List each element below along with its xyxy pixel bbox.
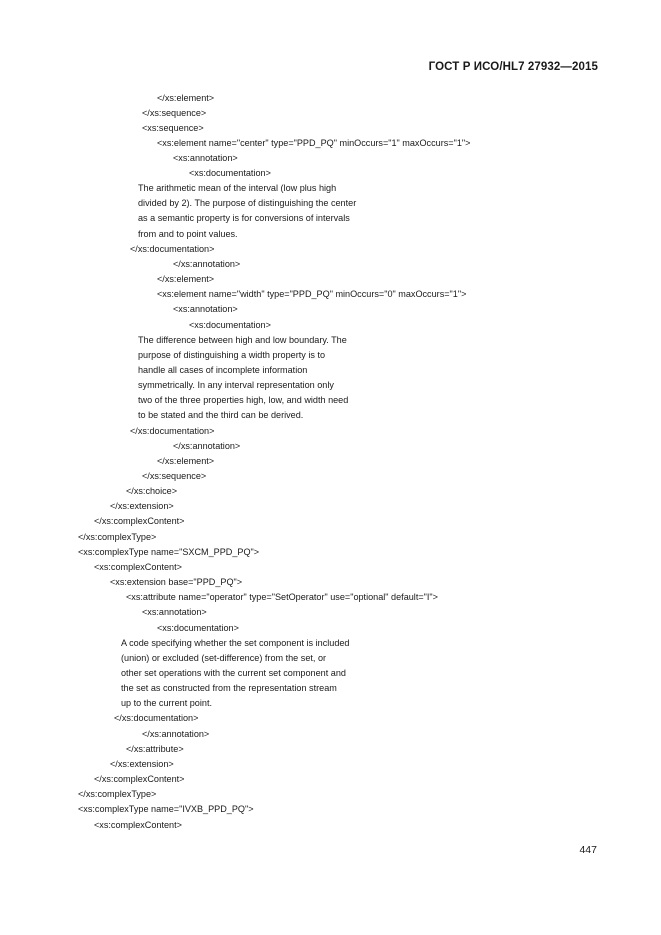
code-line: from and to point values. — [138, 229, 238, 239]
code-line: the set as constructed from the representation stream — [121, 683, 337, 693]
code-line: </xs:complexType> — [78, 789, 157, 799]
code-line: <xs:documentation> — [189, 168, 271, 178]
code-line: symmetrically. In any interval representation only — [138, 380, 334, 390]
code-line: to be stated and the third can be derived. — [138, 410, 304, 420]
code-line: <xs:complexContent> — [94, 820, 182, 830]
code-line: The difference between high and low boundary. The — [138, 335, 347, 345]
code-line: divided by 2). The purpose of distinguishing the center — [138, 198, 357, 208]
code-line: </xs:extension> — [110, 759, 174, 769]
code-line: </xs:sequence> — [142, 471, 207, 481]
code-line: <xs:sequence> — [142, 123, 204, 133]
code-line: </xs:element> — [157, 274, 215, 284]
code-line: <xs:complexType name="IVXB_PPD_PQ"> — [78, 804, 254, 814]
code-line: <xs:annotation> — [173, 304, 238, 314]
code-line: </xs:annotation> — [173, 441, 241, 451]
code-line: <xs:element name="width" type="PPD_PQ" minOccurs="0" maxOccurs="1"> — [157, 289, 467, 299]
code-line: </xs:documentation> — [130, 426, 215, 436]
code-line: </xs:documentation> — [130, 244, 215, 254]
code-line: </xs:complexType> — [78, 532, 157, 542]
code-line: </xs:choice> — [126, 486, 178, 496]
page-number: 447 — [579, 844, 597, 856]
code-line: The arithmetic mean of the interval (low plus high — [138, 183, 337, 193]
document-header: ГОСТ Р ИСО/HL7 27932—2015 — [428, 61, 598, 73]
code-line: <xs:element name="center" type="PPD_PQ" minOccurs="1" maxOccurs="1"> — [157, 138, 471, 148]
code-line: </xs:sequence> — [142, 108, 207, 118]
code-line: <xs:attribute name="operator" type="SetOperator" use="optional" default="I"> — [126, 592, 438, 602]
code-line: <xs:extension base="PPD_PQ"> — [110, 577, 243, 587]
code-line: </xs:complexContent> — [94, 516, 185, 526]
code-line: </xs:documentation> — [114, 713, 199, 723]
code-line: <xs:documentation> — [189, 320, 271, 330]
code-line: </xs:annotation> — [142, 729, 210, 739]
code-line: <xs:annotation> — [173, 153, 238, 163]
code-line: </xs:extension> — [110, 501, 174, 511]
code-line: <xs:complexContent> — [94, 562, 182, 572]
code-line: </xs:element> — [157, 93, 215, 103]
code-line: <xs:documentation> — [157, 623, 239, 633]
code-line: purpose of distinguishing a width property is to — [138, 350, 326, 360]
code-line: </xs:complexContent> — [94, 774, 185, 784]
code-line: <xs:annotation> — [142, 607, 207, 617]
code-line: handle all cases of incomplete information — [138, 365, 308, 375]
code-line: </xs:annotation> — [173, 259, 241, 269]
code-line: up to the current point. — [121, 698, 212, 708]
code-line: as a semantic property is for conversions of intervals — [138, 213, 350, 223]
code-line: A code specifying whether the set component is included — [121, 638, 350, 648]
code-line: two of the three properties high, low, and width need — [138, 395, 349, 405]
code-line: other set operations with the current set component and — [121, 668, 346, 678]
code-line: (union) or excluded (set-difference) from the set, or — [121, 653, 327, 663]
code-line: </xs:element> — [157, 456, 215, 466]
code-line: </xs:attribute> — [126, 744, 184, 754]
code-line: <xs:complexType name="SXCM_PPD_PQ"> — [78, 547, 260, 557]
